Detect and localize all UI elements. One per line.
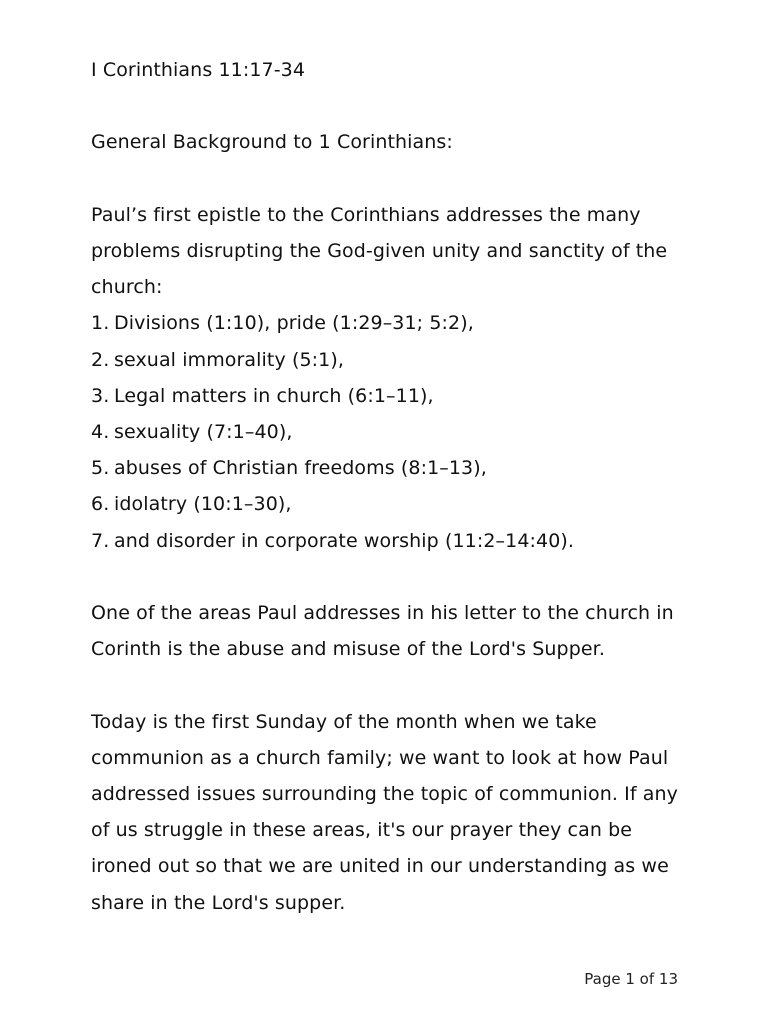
- list-text: sexuality (7:1–40),: [114, 421, 293, 443]
- list-item: [91, 378, 691, 414]
- list-text: Legal matters in church (6:1–11),: [114, 384, 434, 407]
- spacer: [91, 559, 691, 595]
- list-item: [91, 305, 691, 341]
- spacer: [91, 88, 691, 124]
- spacer: [91, 161, 691, 197]
- list-item: [91, 486, 691, 522]
- list-number: 4.: [91, 421, 110, 443]
- list-item: [91, 523, 691, 559]
- list-number: 2.: [91, 348, 110, 371]
- page-number: Page 1 of 13: [584, 970, 678, 988]
- list-number: 7.: [91, 529, 110, 552]
- list-item: [91, 342, 691, 378]
- list-item: [91, 414, 691, 450]
- spacer: [91, 667, 691, 703]
- list-text: sexual immorality (5:1),: [114, 348, 345, 371]
- paragraph-lords-supper: One of the areas Paul addresses in his letter to the church in Corinth is the abuse and misuse of the Lord's Supper.: [91, 602, 674, 661]
- intro-paragraph: Paul’s first epistle to the Corinthians addresses the many problems disrupting the God-given unity and sanctity of the church:: [91, 203, 668, 299]
- list-text: Divisions (1:10), pride (1:29–31; 5:2),: [114, 312, 474, 335]
- list-number: 1.: [91, 312, 110, 335]
- list-text: and disorder in corporate worship (11:2–14:40).: [114, 529, 575, 552]
- issues-list: [91, 305, 691, 558]
- section-title: General Background to 1 Corinthians:: [91, 131, 453, 154]
- list-number: 6.: [91, 493, 110, 516]
- paragraph-communion: Today is the first Sunday of the month when we take communion as a church family; we want to look at how Paul addressed issues surrounding the topic of communion. If any of us struggle in these areas, it's our prayer they can be ironed out so that we are united in our understanding as we share in the Lord's supper.: [91, 710, 679, 914]
- document-body: [91, 52, 691, 921]
- list-item: [91, 450, 691, 486]
- document-heading: I Corinthians 11:17-34: [91, 59, 306, 81]
- list-text: idolatry (10:1–30),: [114, 493, 292, 516]
- list-number: 3.: [91, 384, 110, 407]
- list-text: abuses of Christian freedoms (8:1–13),: [114, 457, 487, 480]
- list-number: 5.: [91, 457, 110, 480]
